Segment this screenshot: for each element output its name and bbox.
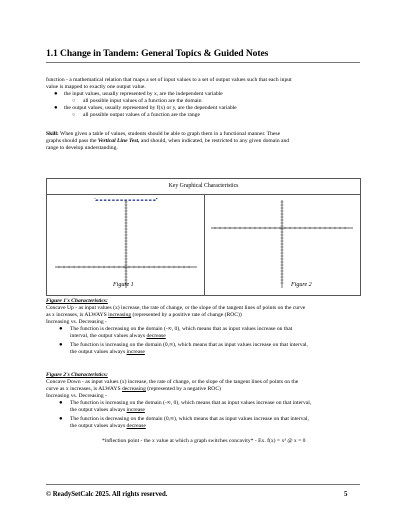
fig2-concave-line-1: Concave Down - as input values (x) increase, the rate of change, or the slope of the tangent lines of points on the: [46, 379, 299, 385]
footer-copyright: © ReadySetCalc 2025. All rights reserved.: [46, 491, 168, 498]
text: the output values always: [70, 407, 127, 413]
text: (represented by a negative ROC): [145, 386, 221, 392]
box-title: Key Graphical Characteristics: [168, 183, 239, 189]
axis-ticks: [59, 202, 189, 283]
text: interval, the output values always: [70, 333, 147, 339]
text-underlined: decrease: [146, 333, 166, 339]
text-underlined: decrease: [126, 423, 146, 429]
bullet-dot: ●: [59, 326, 63, 332]
text: the output values always: [70, 423, 127, 429]
text-underlined: increase: [126, 349, 145, 355]
figure-2-label: Figure 2: [291, 282, 312, 288]
sub-bullet-circle: ○: [72, 112, 76, 118]
graph-box: [46, 178, 361, 296]
bullet-dot: ●: [54, 91, 58, 97]
fig1-bullet-1-line-2: [70, 333, 166, 340]
skill-text-2b: and should, when indicated, be restricted to any given domain and: [139, 138, 290, 144]
skill-text-1: When given a table of values, students should be able to graph them in a functional manner. These: [58, 131, 281, 137]
fig1-bullet-2-line-2: [70, 349, 145, 356]
text: as x increases, is ALWAYS: [46, 312, 109, 318]
fig2-bullet-1-line-2: [70, 407, 145, 414]
text-underlined: decreasing: [121, 386, 146, 392]
vertical-line-test: Vertical Line Test,: [97, 138, 140, 144]
axis-ticks: [215, 202, 345, 283]
box-header: [47, 179, 360, 195]
fig1-bullet-1-line-1: The function is decreasing on the domain (-∞, 0), which means that as input values increase on that: [70, 326, 293, 332]
footer-rule: [46, 484, 360, 485]
concave-up-curve: [93, 198, 159, 200]
fig2-bullet-1-line-1: The function is increasing on the domain (-∞, 0), which means that as input values increase on that interval,: [70, 400, 312, 406]
fig2-bullet-2-line-1: The function is decreasing on the domain (0,∞), which means that as input values increase on that interval,: [70, 416, 309, 422]
fig1-incdec: Increasing vs. Decreasing -: [46, 319, 107, 325]
page-title: 1.1 Change in Tandem: General Topics & Guided Notes: [46, 48, 269, 59]
fig1-heading: Figure 1's Characteristics:: [46, 298, 108, 304]
fig1-bullet-2-line-1: The function is increasing on the domain (0,∞), which means that as input values increase on that interval,: [70, 342, 308, 348]
fig2-heading: Figure 2's Characteristics:: [46, 372, 108, 378]
fig2-incdec: Increasing vs. Decreasing -: [46, 393, 107, 399]
def-function-cont: value is mapped to exactly one output value.: [46, 84, 146, 90]
inflection-note: *inflection point - the x value at which a graph switches concavity* - Ex. f(x) = x³ @ x = 0: [102, 438, 306, 444]
bullet-outputs: the output values, usually represented by f(x) or y, are the dependent variable: [64, 105, 237, 111]
bullet-dot: ●: [59, 400, 63, 406]
text-underlined: increase: [126, 407, 145, 413]
fig1-concave-line-1: Concave Up - as input values (x) increase, the rate of change, or the slope of the tangent lines of points on the curve: [46, 305, 306, 311]
text: the output values always: [70, 349, 127, 355]
figure-1-graph: [53, 198, 199, 292]
title-rule: [46, 62, 360, 63]
bullet-dot: ●: [59, 416, 63, 422]
text-underlined: increasing: [108, 312, 132, 318]
def-function: function - a mathematical relation that maps a set of input values to a set of output values such that each input: [46, 77, 292, 83]
figure-1-label: Figure 1: [113, 282, 134, 288]
figure-2-graph: [209, 198, 355, 292]
text: curve as x increases, is ALWAYS: [46, 386, 122, 392]
fig2-bullet-2-line-2: [70, 423, 146, 430]
skill-label: Skill:: [46, 131, 59, 137]
box-divider: [204, 194, 205, 295]
bullet-dot: ●: [54, 105, 58, 111]
bullet-inputs: the input values, usually represented by x, are the independent variable: [64, 91, 223, 97]
skill-line-3: range to develop understanding.: [46, 145, 118, 151]
bullet-dot: ●: [59, 342, 63, 348]
skill-text-2a: graphs should pass the: [46, 138, 98, 144]
text: (represented by a positive rate of change (ROC)): [131, 312, 242, 318]
sub-domain: all possible input values of a function are the domain: [83, 98, 202, 104]
sub-range: all possible output values of a function are the range: [83, 112, 200, 118]
sub-bullet-circle: ○: [72, 98, 76, 104]
page-number: 5: [344, 491, 348, 498]
